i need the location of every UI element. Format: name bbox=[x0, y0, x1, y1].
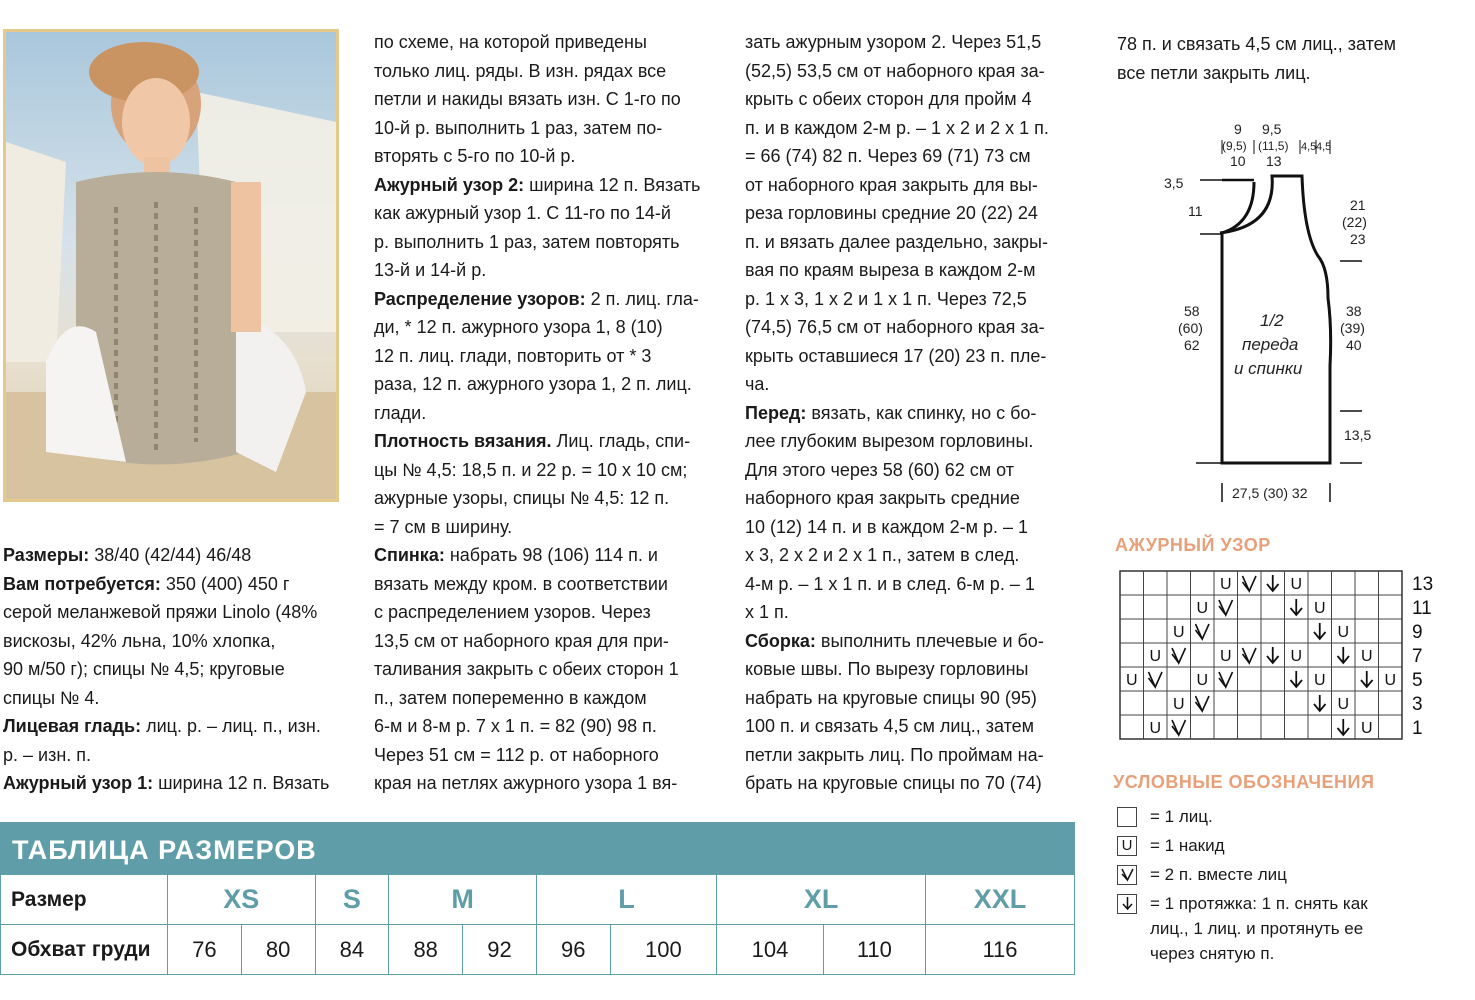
chart-row-number: 3 bbox=[1412, 694, 1423, 715]
assembly-label: Сборка: bbox=[745, 630, 816, 651]
yarn-over-cell: U bbox=[1337, 696, 1350, 713]
stockinette-label: Лицевая гладь: bbox=[3, 716, 142, 736]
yarn-over-cell: U bbox=[1149, 648, 1162, 665]
text-line: лиц. р. – лиц. п., изн. bbox=[141, 716, 321, 736]
chart-row-number: 7 bbox=[1412, 646, 1423, 667]
text-line: = 66 (74) 82 п. Через 69 (71) 73 см bbox=[745, 146, 1031, 166]
text-line: как ажурный узор 1. С 11-го по 14-й bbox=[374, 203, 671, 223]
yarn-over-cell: U bbox=[1219, 576, 1232, 593]
knit-symbol bbox=[1117, 807, 1137, 827]
text-line: п., затем попеременно в каждом bbox=[374, 687, 647, 708]
text-column-4 bbox=[1117, 30, 1462, 87]
text-line: вая по краям выреза в каждом 2-м bbox=[745, 260, 1036, 280]
size-m: M bbox=[389, 875, 537, 925]
piece-label-2: переда bbox=[1242, 335, 1299, 354]
dim-60: (60) bbox=[1178, 320, 1203, 336]
dim-9-5-paren: (9,5) bbox=[1222, 139, 1247, 153]
text-line: зать ажурным узором 2. Через 51,5 bbox=[745, 32, 1042, 52]
text-line: набрать на круговые спицы 90 (95) bbox=[745, 687, 1037, 708]
text-line: брать на круговые спицы по 70 (74) bbox=[745, 773, 1042, 793]
text-line: п. и вязать далее раздельно, закры- bbox=[745, 231, 1048, 252]
chart-row-number: 13 bbox=[1412, 574, 1434, 595]
bust-value: 110 bbox=[823, 925, 925, 975]
dim-23: 23 bbox=[1350, 231, 1366, 247]
text-line: от наборного края закрыть для вы- bbox=[745, 174, 1038, 195]
lace-chart-grid bbox=[1120, 571, 1450, 741]
text-line: ча. bbox=[745, 374, 770, 394]
piece-label-1: 1/2 bbox=[1260, 311, 1284, 330]
text-line: = 7 см в ширину. bbox=[374, 516, 513, 537]
text-line: все петли закрыть лиц. bbox=[1117, 62, 1311, 83]
text-line: цы № 4,5: 18,5 п. и 22 р. = 10 х 10 см; bbox=[374, 459, 688, 480]
bust-value: 92 bbox=[463, 925, 537, 975]
dim-22: (22) bbox=[1342, 214, 1367, 230]
dim-21: 21 bbox=[1350, 197, 1366, 213]
yarn-over-cell: U bbox=[1337, 624, 1350, 641]
text-line: п. и в каждом 2-м р. – 1 х 2 и 2 х 1 п. bbox=[745, 117, 1049, 138]
dim-10: 10 bbox=[1230, 153, 1246, 169]
dim-38: 38 bbox=[1346, 303, 1362, 319]
text-line: петли закрыть лиц. По проймам на- bbox=[745, 744, 1044, 765]
text-line: 13-й и 14-й р. bbox=[374, 260, 487, 280]
text-line: петли и накиды вязать изн. С 1-го по bbox=[374, 89, 681, 109]
dim-4-5-b: 4,5 bbox=[1316, 141, 1332, 153]
text-line: вторять с 5-го по 10-й р. bbox=[374, 146, 576, 166]
text-line: крыть с обеих сторон для пройм 4 bbox=[745, 89, 1032, 109]
gauge-label: Плотность вязания. bbox=[374, 431, 552, 451]
yarn-over-cell: U bbox=[1290, 648, 1303, 665]
model-photo-illustration bbox=[6, 32, 336, 499]
text-line: набрать 98 (106) 114 п. и bbox=[444, 545, 658, 565]
text-line: по схеме, на которой приведены bbox=[374, 32, 647, 52]
dim-58: 58 bbox=[1184, 303, 1200, 319]
text-line: наборного края закрыть средние bbox=[745, 488, 1020, 508]
yarn-over-cell: U bbox=[1219, 648, 1232, 665]
yarn-over-cell: U bbox=[1196, 672, 1209, 689]
sizes-value: 38/40 (42/44) 46/48 bbox=[89, 545, 252, 565]
dim-9-5: 9,5 bbox=[1262, 121, 1282, 137]
garment-schematic bbox=[1150, 118, 1372, 513]
lace-pattern-2-label: Ажурный узор 2: bbox=[374, 174, 525, 195]
bust-value: 96 bbox=[536, 925, 610, 975]
bust-value: 100 bbox=[610, 925, 717, 975]
text-line: 12 п. лиц. глади, повторить от * 3 bbox=[374, 345, 652, 366]
chart-row-number: 11 bbox=[1412, 598, 1432, 619]
text-line: 100 п. и связать 4,5 см лиц., затем bbox=[745, 716, 1035, 736]
text-line: раза, 12 п. ажурного узора 1, 2 п. лиц. bbox=[374, 374, 692, 394]
chart-row-number: 9 bbox=[1412, 622, 1423, 643]
size-row-label: Размер bbox=[1, 875, 168, 925]
text-column-2 bbox=[374, 28, 714, 798]
size-xl: XL bbox=[717, 875, 926, 925]
chart-row-number: 5 bbox=[1412, 670, 1423, 691]
text-line: Через 51 см = 112 р. от наборного bbox=[374, 744, 659, 765]
text-line: 10 (12) 14 п. и в каждом 2-м р. – 1 bbox=[745, 516, 1029, 537]
table-row bbox=[1, 875, 1075, 925]
text-line: ширина 12 п. Вязать bbox=[153, 773, 330, 793]
bust-row-label: Обхват груди bbox=[1, 925, 168, 975]
yarn-over-cell: U bbox=[1172, 624, 1185, 641]
legend-ssk: = 1 протяжка: 1 п. снять как bbox=[1150, 894, 1368, 913]
text-line: вязать, как спинку, но с бо- bbox=[806, 402, 1037, 423]
text-line: х 3, 2 х 2 и 2 х 1 п., затем в след. bbox=[745, 545, 1020, 565]
legend-ssk-cont-2: через снятую п. bbox=[1150, 944, 1275, 963]
text-line: 90 м/50 г); спицы № 4,5; круговые bbox=[3, 659, 285, 679]
ssk-symbol bbox=[1117, 894, 1137, 914]
front-label: Перед: bbox=[745, 402, 807, 423]
dim-11: 11 bbox=[1188, 203, 1203, 219]
text-line: серой меланжевой пряжи Linolo (48% bbox=[3, 602, 318, 622]
text-line: р. 1 х 3, 1 х 2 и 1 х 1 п. Через 72,5 bbox=[745, 288, 1027, 309]
text-line: только лиц. ряды. В изн. рядах все bbox=[374, 60, 667, 81]
text-line: ажурные узоры, спицы № 4,5: 12 п. bbox=[374, 488, 670, 508]
text-line: 13,5 см от наборного края для при- bbox=[374, 630, 669, 651]
text-line: крыть оставшиеся 17 (20) 23 п. пле- bbox=[745, 345, 1047, 366]
text-line: (52,5) 53,5 см от наборного края за- bbox=[745, 60, 1045, 81]
sizes-label: Размеры: bbox=[3, 545, 90, 565]
text-line: 6-м и 8-м р. 7 х 1 п. = 82 (90) 98 п. bbox=[374, 716, 657, 736]
bust-value: 84 bbox=[315, 925, 389, 975]
dim-40: 40 bbox=[1346, 337, 1362, 353]
lace-chart-title: АЖУРНЫЙ УЗОР bbox=[1115, 535, 1271, 555]
text-line: выполнить плечевые и бо- bbox=[815, 630, 1044, 651]
size-s: S bbox=[315, 875, 389, 925]
table-row bbox=[1, 925, 1075, 975]
dim-62: 62 bbox=[1184, 337, 1200, 353]
chart-row-number: 1 bbox=[1412, 718, 1423, 739]
text-line: р. – изн. п. bbox=[3, 744, 92, 765]
k2tog-symbol bbox=[1117, 865, 1137, 885]
dim-4-5-a: 4,5 bbox=[1301, 141, 1317, 153]
text-line: ди, * 12 п. ажурного узора 1, 8 (10) bbox=[374, 317, 663, 337]
back-label: Спинка: bbox=[374, 545, 445, 565]
legend-yarn-over: = 1 накид bbox=[1150, 836, 1225, 855]
dim-3-5: 3,5 bbox=[1164, 175, 1184, 191]
yarn-over-cell: U bbox=[1313, 672, 1326, 689]
bust-value: 80 bbox=[241, 925, 315, 975]
text-line: реза горловины средние 20 (22) 24 bbox=[745, 203, 1038, 223]
yarn-over-cell: U bbox=[1196, 600, 1209, 617]
text-line: х 1 п. bbox=[745, 602, 789, 622]
text-line: ширина 12 п. Вязать bbox=[524, 174, 701, 195]
text-line: таливания закрыть с обеих сторон 1 bbox=[374, 659, 679, 679]
bust-value: 88 bbox=[389, 925, 463, 975]
size-xxl: XXL bbox=[925, 875, 1074, 925]
yarn-over-cell: U bbox=[1384, 672, 1397, 689]
piece-label-3: и спинки bbox=[1234, 359, 1303, 378]
legend-knit: = 1 лиц. bbox=[1150, 807, 1213, 826]
text-line: Лиц. гладь, спи- bbox=[551, 431, 691, 451]
text-line: 2 п. лиц. гла- bbox=[585, 288, 699, 309]
size-table-grid bbox=[0, 874, 1075, 975]
text-line: 78 п. и связать 4,5 см лиц., затем bbox=[1117, 34, 1396, 54]
yarn-over-cell: U bbox=[1290, 576, 1303, 593]
materials-label: Вам потребуется: bbox=[3, 573, 161, 594]
legend-k2tog: = 2 п. вместе лиц bbox=[1150, 865, 1287, 884]
dim-bottom-width: 27,5 (30) 32 bbox=[1232, 485, 1308, 501]
size-l: L bbox=[536, 875, 716, 925]
yarn-over-cell: U bbox=[1172, 696, 1185, 713]
text-line: края на петлях ажурного узора 1 вя- bbox=[374, 773, 678, 793]
dim-39: (39) bbox=[1340, 320, 1365, 336]
legend-title: УСЛОВНЫЕ ОБОЗНАЧЕНИЯ bbox=[1113, 772, 1375, 792]
bust-value: 116 bbox=[925, 925, 1074, 975]
text-line: спицы № 4. bbox=[3, 687, 100, 708]
dim-11-5-paren: (11,5) bbox=[1258, 139, 1289, 153]
model-photo bbox=[3, 29, 339, 502]
text-line: 4-м р. – 1 х 1 п. и в след. 6-м р. – 1 bbox=[745, 573, 1035, 594]
dim-9: 9 bbox=[1234, 121, 1242, 137]
text-line: вискозы, 42% льна, 10% хлопка, bbox=[3, 630, 276, 651]
text-line: лее глубоким вырезом горловины. bbox=[745, 431, 1034, 451]
size-xs: XS bbox=[168, 875, 316, 925]
text-column-1 bbox=[3, 541, 343, 798]
yarn-over-symbol: U bbox=[1117, 836, 1137, 856]
text-line: (74,5) 76,5 см от наборного края за- bbox=[745, 317, 1045, 337]
text-line: 350 (400) 450 г bbox=[160, 573, 290, 594]
yarn-over-cell: U bbox=[1360, 648, 1373, 665]
dim-13: 13 bbox=[1266, 153, 1282, 169]
text-line: Для этого через 58 (60) 62 см от bbox=[745, 459, 1015, 480]
text-line: с распределением узоров. Через bbox=[374, 602, 651, 622]
bust-value: 76 bbox=[168, 925, 242, 975]
text-line: 10-й р. выполнить 1 раз, затем по- bbox=[374, 117, 663, 138]
lace-pattern-1-label: Ажурный узор 1: bbox=[3, 773, 154, 793]
yarn-over-cell: U bbox=[1125, 672, 1138, 689]
text-line: ковые швы. По вырезу горловины bbox=[745, 659, 1029, 679]
text-line: р. выполнить 1 раз, затем повторять bbox=[374, 231, 680, 252]
yarn-over-cell: U bbox=[1149, 720, 1162, 737]
text-column-3 bbox=[745, 28, 1085, 798]
size-table-title: ТАБЛИЦА РАЗМЕРОВ bbox=[0, 822, 1075, 874]
text-line: вязать между кром. в соответствии bbox=[374, 573, 668, 594]
legend-ssk-cont-1: лиц., 1 лиц. и протянуть ее bbox=[1150, 919, 1364, 938]
text-line: глади. bbox=[374, 402, 427, 423]
pattern-distribution-label: Распределение узоров: bbox=[374, 288, 586, 309]
yarn-over-cell: U bbox=[1313, 600, 1326, 617]
size-table bbox=[0, 822, 1075, 975]
yarn-over-cell: U bbox=[1360, 720, 1373, 737]
dim-13-5: 13,5 bbox=[1344, 427, 1372, 443]
bust-value: 104 bbox=[717, 925, 824, 975]
